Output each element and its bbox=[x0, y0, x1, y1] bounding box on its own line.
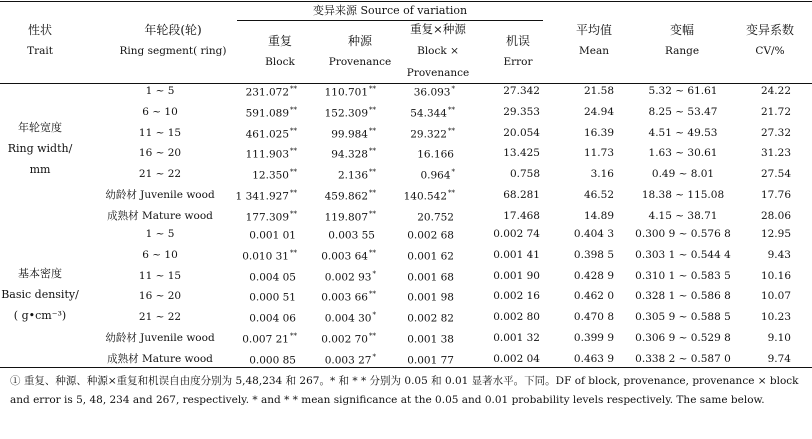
significance-mark: ** bbox=[290, 105, 297, 114]
cell-range: 0.328 1 ~ 0.586 8 bbox=[635, 290, 731, 303]
trait-label-unit: mm bbox=[29, 163, 51, 176]
header-source: 变异来源 Source of variation bbox=[312, 4, 468, 17]
cell-provenance: 152.309** bbox=[324, 105, 376, 120]
cell-interaction: 0.002 68 bbox=[407, 229, 454, 242]
trait-ring-width bbox=[0, 117, 100, 180]
cell-segment: 11 ~ 15 bbox=[138, 269, 182, 282]
cell-block: 591.089** bbox=[245, 105, 297, 120]
cell-provenance: 0.002 70** bbox=[321, 332, 376, 346]
header-trait-zh: 性状 bbox=[27, 23, 53, 37]
cell-mean: 0.462 0 bbox=[573, 290, 614, 303]
cell-provenance: 2.136** bbox=[337, 168, 376, 182]
cell-cv: 24.22 bbox=[760, 85, 791, 97]
header-range-zh: 变幅 bbox=[669, 23, 695, 37]
cell-provenance: 0.004 30* bbox=[324, 311, 376, 325]
cell-cv: 12.95 bbox=[760, 228, 791, 240]
cell-cv: 9.74 bbox=[767, 352, 791, 365]
cell-block: 0.000 85 bbox=[249, 354, 296, 367]
cell-cv: 27.54 bbox=[760, 168, 791, 181]
cell-range: 0.338 2 ~ 0.587 0 bbox=[635, 352, 731, 365]
header-provenance-zh: 种源 bbox=[347, 34, 373, 48]
cell-mean: 11.73 bbox=[583, 147, 614, 160]
trait-label-en: Basic density/ bbox=[1, 288, 79, 301]
significance-mark: ** bbox=[369, 290, 376, 299]
cell-mean: 16.39 bbox=[583, 126, 614, 139]
cell-cv: 9.10 bbox=[767, 332, 791, 344]
trait-label-en: Ring width/ bbox=[7, 142, 73, 155]
cell-error: 17.468 bbox=[503, 209, 540, 222]
cell-provenance: 0.003 64** bbox=[321, 248, 376, 263]
cell-error: 29.353 bbox=[503, 105, 540, 118]
cell-provenance: 94.328** bbox=[331, 147, 376, 161]
cell-block: 0.010 31** bbox=[242, 248, 297, 263]
cell-block: 0.001 01 bbox=[249, 229, 296, 242]
significance-mark: ** bbox=[290, 85, 297, 93]
header-error-en: Error bbox=[503, 56, 533, 68]
cell-interaction: 0.001 98 bbox=[407, 291, 454, 304]
significance-mark: * bbox=[372, 352, 376, 361]
cell-range: 0.305 9 ~ 0.588 5 bbox=[635, 311, 731, 324]
cell-error: 20.054 bbox=[503, 126, 540, 139]
cell-mean: 0.470 8 bbox=[573, 311, 614, 324]
cell-provenance: 99.984** bbox=[331, 126, 376, 141]
significance-mark: ** bbox=[369, 189, 376, 197]
significance-mark: * bbox=[372, 311, 376, 320]
cell-error: 0.002 16 bbox=[493, 290, 540, 303]
cell-segment: 16 ~ 20 bbox=[138, 147, 182, 160]
header-segment-zh: 年轮段(轮) bbox=[144, 23, 202, 37]
cell-interaction: 0.964* bbox=[420, 168, 455, 182]
cell-interaction: 140.542** bbox=[403, 189, 455, 203]
cell-provenance: 110.701** bbox=[324, 85, 376, 99]
significance-mark: ** bbox=[448, 105, 455, 114]
significance-mark: ** bbox=[369, 168, 376, 177]
table-bottom-rule bbox=[0, 367, 812, 368]
header-block-zh: 重复 bbox=[267, 34, 293, 48]
cell-mean: 0.398 5 bbox=[573, 248, 614, 261]
cell-interaction: 16.166 bbox=[417, 148, 454, 161]
cell-mean: 24.94 bbox=[583, 105, 614, 118]
cell-mean: 0.404 3 bbox=[573, 228, 614, 240]
header-segment-en: Ring segment( ring) bbox=[119, 45, 227, 57]
cell-interaction: 54.344** bbox=[410, 105, 455, 120]
cell-block: 231.072** bbox=[245, 85, 297, 99]
significance-mark: ** bbox=[369, 209, 376, 218]
cell-range: 8.25 ~ 53.47 bbox=[648, 105, 718, 118]
cell-mean: 21.58 bbox=[583, 85, 614, 97]
cell-range: 0.49 ~ 8.01 bbox=[651, 168, 715, 181]
header-interaction-l3: Provenance bbox=[406, 67, 470, 79]
cell-error: 0.002 74 bbox=[493, 228, 540, 240]
cell-provenance: 0.003 27* bbox=[324, 352, 376, 367]
significance-mark: ** bbox=[369, 126, 376, 135]
significance-mark: ** bbox=[290, 147, 297, 156]
cell-interaction: 29.322** bbox=[410, 126, 455, 141]
significance-mark: ** bbox=[369, 248, 376, 257]
significance-mark: * bbox=[372, 269, 376, 278]
cell-cv: 21.72 bbox=[760, 105, 791, 118]
significance-mark: ** bbox=[290, 168, 297, 177]
cell-range: 0.300 9 ~ 0.576 8 bbox=[635, 228, 731, 240]
cell-segment: 成熟材 Mature wood bbox=[107, 352, 213, 365]
cell-error: 68.281 bbox=[503, 189, 540, 201]
trait-basic-density bbox=[0, 263, 100, 326]
cell-interaction: 0.002 82 bbox=[407, 312, 454, 325]
cell-range: 0.310 1 ~ 0.583 5 bbox=[635, 269, 731, 282]
trait-label-zh: 基本密度 bbox=[18, 267, 62, 280]
significance-mark: ** bbox=[448, 126, 455, 135]
cell-cv: 10.16 bbox=[760, 269, 791, 282]
cell-range: 5.32 ~ 61.61 bbox=[648, 85, 718, 97]
cell-cv: 10.23 bbox=[760, 311, 791, 324]
cell-cv: 17.76 bbox=[760, 189, 791, 201]
top-rule bbox=[0, 1, 812, 2]
cell-cv: 31.23 bbox=[760, 147, 791, 160]
significance-mark: ** bbox=[290, 332, 297, 340]
cell-error: 0.001 90 bbox=[493, 269, 540, 282]
cell-error: 0.001 32 bbox=[493, 332, 540, 344]
cell-block: 1 341.927** bbox=[235, 189, 297, 203]
cell-error: 0.002 04 bbox=[493, 352, 540, 365]
cell-interaction: 0.001 68 bbox=[407, 271, 454, 284]
source-rule bbox=[237, 20, 543, 21]
cell-provenance: 459.862** bbox=[324, 189, 376, 203]
cell-segment: 成熟材 Mature wood bbox=[107, 209, 213, 222]
header-cv-zh: 变异系数 bbox=[745, 23, 795, 37]
cell-segment: 1 ~ 5 bbox=[145, 228, 175, 240]
trait-label-unit: ( g•cm⁻³) bbox=[13, 309, 67, 322]
cell-segment: 1 ~ 5 bbox=[145, 85, 175, 97]
significance-mark: ** bbox=[290, 209, 297, 218]
cell-block: 12.350** bbox=[252, 168, 297, 182]
cell-range: 0.303 1 ~ 0.544 4 bbox=[635, 248, 731, 261]
significance-mark: ** bbox=[448, 189, 455, 197]
cell-mean: 46.52 bbox=[583, 189, 614, 201]
cell-block: 111.903** bbox=[245, 147, 297, 161]
cell-segment: 16 ~ 20 bbox=[138, 290, 182, 303]
significance-mark: * bbox=[451, 168, 455, 177]
header-cv-en: CV/% bbox=[755, 45, 785, 57]
cell-mean: 0.428 9 bbox=[573, 269, 614, 282]
cell-segment: 21 ~ 22 bbox=[138, 168, 182, 181]
cell-cv: 28.06 bbox=[760, 209, 791, 222]
cell-block: 461.025** bbox=[245, 126, 297, 141]
cell-provenance: 0.003 66** bbox=[321, 290, 376, 304]
cell-block: 0.000 51 bbox=[249, 291, 296, 304]
header-interaction-l1: 重复×种源 bbox=[410, 22, 466, 36]
cell-interaction: 20.752 bbox=[417, 211, 454, 224]
cell-interaction: 36.093* bbox=[413, 85, 455, 99]
significance-mark: ** bbox=[369, 105, 376, 114]
table-footnote: ① 重复、种源、种源×重复和机误自由度分别为 5,48,234 和 267。* 和 * * 分别为 0.05 和 0.01 显著水平。下同。DF of block, provenance, provenance × block and error is 5, 48, 234 and 267, respectively. * and * * mean significance at the 0.05 and 0.01 probability levels respectively. The same below. bbox=[10, 375, 799, 406]
cell-error: 27.342 bbox=[503, 85, 540, 97]
significance-mark: ** bbox=[290, 189, 297, 197]
cell-cv: 27.32 bbox=[760, 126, 791, 139]
cell-segment: 幼龄材 Juvenile wood bbox=[105, 332, 215, 344]
header-block-en: Block bbox=[265, 56, 295, 68]
cell-block: 0.004 06 bbox=[249, 312, 296, 325]
cell-interaction: 0.001 38 bbox=[407, 333, 454, 346]
cell-range: 1.63 ~ 30.61 bbox=[648, 147, 718, 160]
significance-mark: ** bbox=[369, 85, 376, 93]
cell-cv: 9.43 bbox=[767, 248, 791, 261]
cell-provenance: 119.807** bbox=[324, 209, 376, 224]
cell-provenance: 0.002 93* bbox=[324, 269, 376, 284]
header-provenance-en: Provenance bbox=[328, 56, 392, 68]
cell-error: 0.002 80 bbox=[493, 311, 540, 324]
significance-mark: ** bbox=[369, 147, 376, 156]
header-error-zh: 机误 bbox=[505, 34, 531, 48]
cell-provenance: 0.003 55 bbox=[328, 229, 375, 242]
cell-interaction: 0.001 77 bbox=[407, 354, 454, 367]
cell-error: 0.001 41 bbox=[493, 248, 540, 261]
header-mean-zh: 平均值 bbox=[575, 23, 613, 37]
header-interaction-l2: Block × bbox=[417, 45, 459, 57]
cell-segment: 6 ~ 10 bbox=[142, 248, 178, 261]
cell-mean: 14.89 bbox=[583, 209, 614, 222]
significance-mark: ** bbox=[369, 332, 376, 340]
cell-segment: 幼龄材 Juvenile wood bbox=[105, 189, 215, 201]
header-mean-en: Mean bbox=[579, 45, 609, 57]
significance-mark: ** bbox=[290, 248, 297, 257]
cell-range: 4.15 ~ 38.71 bbox=[648, 209, 718, 222]
cell-range: 0.306 9 ~ 0.529 8 bbox=[635, 332, 731, 344]
trait-label-zh: 年轮宽度 bbox=[18, 121, 62, 134]
header-range-en: Range bbox=[664, 45, 700, 57]
cell-block: 0.004 05 bbox=[249, 271, 296, 284]
header-trait-en: Trait bbox=[27, 45, 53, 57]
cell-interaction: 0.001 62 bbox=[407, 250, 454, 263]
cell-mean: 0.399 9 bbox=[573, 332, 614, 344]
cell-range: 18.38 ~ 115.08 bbox=[641, 189, 725, 201]
header-bottom-rule bbox=[0, 83, 812, 84]
cell-error: 13.425 bbox=[503, 147, 540, 160]
cell-segment: 6 ~ 10 bbox=[142, 105, 178, 118]
cell-range: 4.51 ~ 49.53 bbox=[648, 126, 718, 139]
significance-mark: * bbox=[451, 85, 455, 93]
cell-block: 177.309** bbox=[245, 209, 297, 224]
cell-mean: 3.16 bbox=[590, 168, 614, 181]
cell-block: 0.007 21** bbox=[242, 332, 297, 346]
significance-mark: ** bbox=[290, 126, 297, 135]
cell-segment: 11 ~ 15 bbox=[138, 126, 182, 139]
cell-mean: 0.463 9 bbox=[573, 352, 614, 365]
cell-segment: 21 ~ 22 bbox=[138, 311, 182, 324]
cell-error: 0.758 bbox=[509, 168, 540, 181]
cell-cv: 10.07 bbox=[760, 290, 791, 303]
